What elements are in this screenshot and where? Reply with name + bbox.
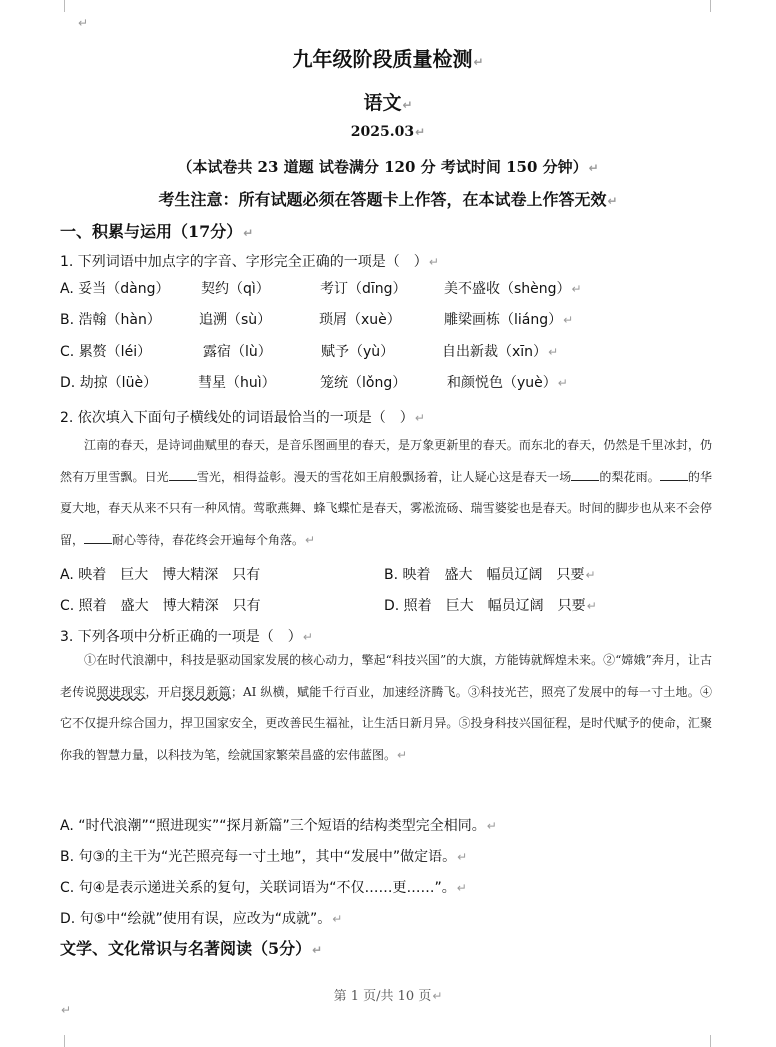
q2-passage: 江南的春天，是诗词曲赋里的春天，是音乐图画里的春天，是万象更新里的春天。而东北的春天，仍然是千里冰封，仍然有万里雪飘。日光 雪光，相得益彰。漫天的雪花如王肩般飘扬着，让人疑心这是春天一场 的梨花雨。 的华夏大地，春天从来不只有一种风情。莺歌燕舞、蜂飞蝶忙是春天，雾凇流砀、瑞雪婆娑也是春天。时间的脚步也从来不会停留， 耐心等待，春花终会开遍每个角落。↵ — [60, 438, 712, 547]
exam-title: 九年级阶段质量检测↵ — [292, 47, 484, 71]
question-1-stem: 1. 下列词语中加点字的字音、字形完全正确的一项是（ ）↵ — [60, 254, 439, 270]
crop-mark-bottom-right — [710, 1035, 711, 1047]
crop-mark-top-right — [710, 0, 711, 12]
q3-option-c: C. 句④是表示递进关系的复句，关联词语为“不仅……更……”。↵ — [60, 880, 467, 896]
q1-row-b-item-3: 琐屑（xuè） — [319, 312, 401, 328]
blank-3 — [660, 468, 688, 481]
q1-row-a-item-4: 美不盛收（shèng）↵ — [444, 281, 582, 297]
underlined-phrase-2: 探月新篇 — [182, 684, 231, 699]
q2-option-d: D. 照着 巨大 幅员辽阔 只要↵ — [384, 598, 597, 614]
section-1-title: 一、积累与运用（17分）↵ — [60, 222, 254, 241]
q1-row-a: A. 妥当（dàng） — [60, 281, 170, 297]
q1-row-c-item-2: 露宿（lù） — [203, 344, 272, 360]
q3-passage: ①在时代浪潮中，科技是驱动国家发展的核心动力，擎起“科技兴国”的大旗，方能铸就辉煌未来。②“嫦娥”奔月，让古老传说照进现实，开启探月新篇；AI 纵横，赋能千行百业，加速经济腾飞。③科技光芒，照亮了发展中的每一寸土地。④它不仅提升综合国力，捍卫国家安全，更改善民生福祉，让生活日新月异。⑤投身科技兴国征程，是时代赋予的使命，汇聚你我的智慧力量，以科技为笔，绘就国家繁荣昌盛的宏伟蓝图。↵ — [60, 653, 712, 762]
page-number-footer: 第 1 页/共 10 页↵ — [333, 989, 443, 1004]
blank-1 — [169, 468, 197, 481]
exam-info: （本试卷共 23 道题 试卷满分 120 分 考试时间 150 分钟）↵ — [177, 158, 599, 176]
q3-option-a: A. “时代浪潮”“照进现实”“探月新篇”三个短语的结构类型完全相同。↵ — [60, 818, 497, 834]
q3-option-d: D. 句⑤中“绘就”使用有误，应改为“成就”。↵ — [60, 911, 343, 927]
q1-row-d-item-3: 笼统（lǒng） — [320, 375, 407, 391]
q1-row-d-item-4: 和颜悦色（yuè）↵ — [447, 375, 568, 391]
q1-row-b: B. 浩翰（hàn） — [60, 312, 161, 328]
blank-2 — [571, 468, 599, 481]
paragraph-mark-top: ↵ — [78, 16, 89, 30]
q1-row-c-item-3: 赋予（yù） — [321, 344, 395, 360]
question-2-stem: 2. 依次填入下面句子横线处的词语最恰当的一项是（ ）↵ — [60, 410, 425, 426]
subject-title: 语文↵ — [363, 92, 413, 114]
q1-row-b-item-4: 雕梁画栋（liáng）↵ — [444, 312, 574, 328]
q1-row-c-item-4: 自出新裁（xīn）↵ — [442, 344, 559, 360]
blank-4 — [84, 531, 112, 544]
question-3-stem: 3. 下列各项中分析正确的一项是（ ）↵ — [60, 629, 313, 645]
exam-date: 2025.03↵ — [350, 124, 426, 140]
q3-option-b: B. 句③的主干为“光芒照亮每一寸土地”，其中“发展中”做定语。↵ — [60, 849, 468, 865]
q2-option-a: A. 映着 巨大 博大精深 只有 — [60, 567, 261, 583]
underlined-phrase-1: 照进现实 — [96, 684, 146, 699]
section-2-title: 文学、文化常识与名著阅读（5分）↵ — [60, 939, 323, 958]
q1-row-c: C. 累赘（léi） — [60, 344, 152, 360]
exam-notice: 考生注意：所有试题必须在答题卡上作答，在本试卷上作答无效↵ — [158, 190, 618, 209]
q1-row-d-item-2: 彗星（huì） — [198, 375, 276, 391]
q2-option-c: C. 照着 盛大 博大精深 只有 — [60, 598, 261, 614]
q1-row-b-item-2: 追溯（sù） — [199, 312, 272, 328]
paragraph-mark-bottom: ↵ — [61, 1003, 72, 1017]
q1-row-a-item-3: 考订（dīng） — [320, 281, 407, 297]
q1-row-d: D. 劫掠（lüè） — [60, 375, 158, 391]
crop-mark-top-left — [64, 0, 65, 12]
q2-option-b: B. 映着 盛大 幅员辽阔 只要↵ — [384, 567, 596, 583]
crop-mark-bottom-left — [64, 1035, 65, 1047]
q1-row-a-item-2: 契约（qì） — [201, 281, 270, 297]
